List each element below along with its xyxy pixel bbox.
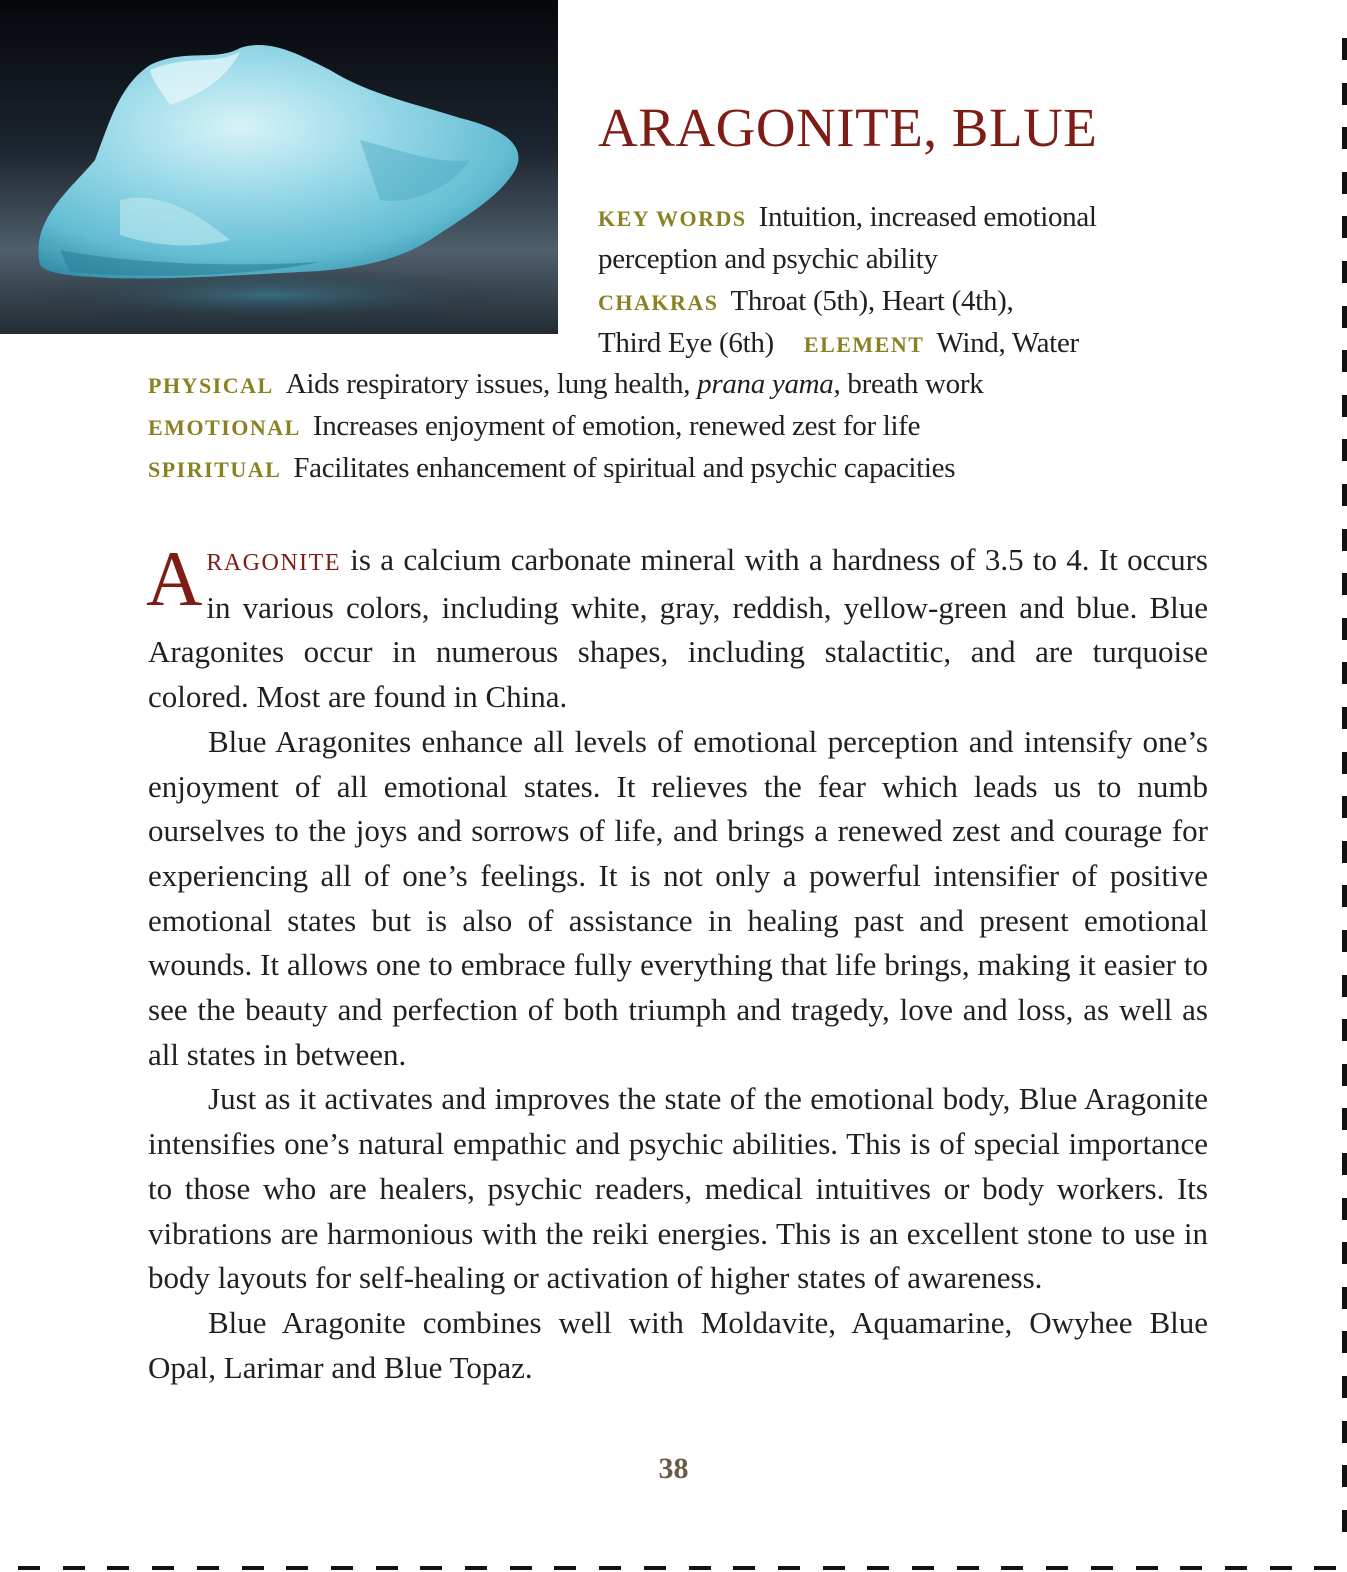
edge-tick [1342, 395, 1347, 417]
edge-tick [331, 1566, 353, 1570]
edge-tick [1342, 1064, 1347, 1086]
edge-tick [1342, 1510, 1347, 1532]
key-words-line [598, 196, 1097, 240]
spiritual-line [148, 447, 955, 491]
physical-label: PHYSICAL [148, 373, 274, 398]
spiritual-value: Facilitates enhancement of spiritual and psychic capacities [293, 452, 956, 484]
edge-tick [1342, 662, 1347, 684]
edge-tick [1270, 1566, 1292, 1570]
edge-tick [1136, 1566, 1158, 1570]
chakras-line [598, 280, 1013, 324]
edge-tick [867, 1566, 889, 1570]
edge-tick [1342, 707, 1347, 729]
edge-tick [1342, 975, 1347, 997]
edge-tick [1342, 529, 1347, 551]
edge-tick [465, 1566, 487, 1570]
edge-tick [1342, 261, 1347, 283]
edge-tick [1342, 1198, 1347, 1220]
edge-tick [1342, 350, 1347, 372]
edge-tick [689, 1566, 711, 1570]
key-words-line-2 [598, 238, 938, 280]
edge-tick [510, 1566, 532, 1570]
edge-tick [1342, 1331, 1347, 1353]
stone-photo [0, 0, 558, 334]
edge-tick [1342, 841, 1347, 863]
edge-tick [599, 1566, 621, 1570]
chakras-value-cont: Third Eye (6th) [598, 327, 774, 359]
edge-tick [1342, 127, 1347, 149]
bottom-edge-marks [0, 1564, 1347, 1572]
drop-cap: A [146, 535, 203, 622]
key-words-value: Intuition, increased emotional [758, 201, 1097, 233]
edge-tick [1314, 1566, 1336, 1570]
edge-tick [242, 1566, 264, 1570]
edge-tick [1342, 1108, 1347, 1130]
key-words-value-cont: perception and psychic ability [598, 243, 938, 275]
edge-tick [1342, 1287, 1347, 1309]
edge-tick [1342, 83, 1347, 105]
edge-tick [152, 1566, 174, 1570]
edge-tick [197, 1566, 219, 1570]
chakras-label: CHAKRAS [598, 290, 719, 315]
edge-tick [1342, 930, 1347, 952]
edge-tick [733, 1566, 755, 1570]
edge-tick [1342, 796, 1347, 818]
edge-tick [1342, 216, 1347, 238]
edge-tick [107, 1566, 129, 1570]
edge-tick [1225, 1566, 1247, 1570]
body-text [146, 535, 1208, 1390]
lead-word: RAGONITE [206, 550, 341, 576]
page-title: ARAGONITE, BLUE [598, 97, 1098, 158]
edge-tick [1342, 1465, 1347, 1487]
blue-aragonite-image [0, 0, 558, 334]
edge-tick [1180, 1566, 1202, 1570]
edge-tick [1342, 1153, 1347, 1175]
edge-tick [778, 1566, 800, 1570]
edge-tick [644, 1566, 666, 1570]
edge-tick [1001, 1566, 1023, 1570]
element-value: Wind, Water [936, 327, 1079, 359]
paragraph-3: Just as it activates and improves the state of the emotional body, Blue Aragonite intensifies one’s natural empathic and psychic abilities. This is of special importance to those who are healers, psychic readers, medical intuitives or body workers. Its vibrations are harmonious with the reiki energies. This is an excellent stone to use in body layouts for self-healing or activation of higher states of awareness. [148, 1081, 1208, 1296]
edge-tick [957, 1566, 979, 1570]
edge-tick [1342, 38, 1347, 60]
edge-tick [912, 1566, 934, 1570]
edge-tick [1091, 1566, 1113, 1570]
edge-tick [823, 1566, 845, 1570]
physical-value-a: Aids respiratory issues, lung health, [285, 368, 698, 400]
right-edge-marks [1341, 0, 1347, 1572]
edge-tick [1342, 172, 1347, 194]
edge-tick [1342, 439, 1347, 461]
edge-tick [1342, 752, 1347, 774]
edge-tick [18, 1566, 40, 1570]
edge-tick [420, 1566, 442, 1570]
emotional-value: Increases enjoyment of emotion, renewed zest for life [312, 410, 921, 442]
key-words-label: KEY WORDS [598, 206, 747, 231]
chakras-value: Throat (5th), Heart (4th), [730, 285, 1014, 317]
emotional-label: EMOTIONAL [148, 415, 301, 440]
physical-value-italic: prana yama [697, 368, 834, 400]
paragraph-1 [146, 535, 1208, 720]
chakras-element-line [598, 322, 1079, 366]
physical-line [148, 363, 983, 407]
element-label: ELEMENT [803, 332, 925, 357]
spiritual-label: SPIRITUAL [148, 457, 282, 482]
emotional-line [148, 405, 920, 449]
edge-tick [1342, 885, 1347, 907]
paragraph-4: Blue Aragonite combines well with Moldavite, Aquamarine, Owyhee Blue Opal, Larimar and Blue Topaz. [148, 1304, 1208, 1385]
edge-tick [1046, 1566, 1068, 1570]
physical-value-b: , breath work [833, 368, 984, 400]
edge-tick [1342, 618, 1347, 640]
edge-tick [1342, 1421, 1347, 1443]
edge-tick [1342, 1242, 1347, 1264]
edge-tick [554, 1566, 576, 1570]
paragraph-1-text: is a calcium carbonate mineral with a hardness of 3.5 to 4. It occurs in various colors, including white, gray, reddish, yellow-green and blue. Blue Aragonites occur in numerous shapes, including stalactitic, and are turquoise colored. Most are found in China. [148, 542, 1208, 715]
paragraph-2: Blue Aragonites enhance all levels of emotional perception and intensify one’s enjoyment of all emotional states. It relieves the fear which leads us to numb ourselves to the joys and sorrows of life, and brings a renewed zest and courage for experiencing all of one’s feelings. It is not only a powerful intensifier of positive emotional states but is also of assistance in healing past and present emotional wounds. It allows one to embrace fully everything that life brings, making it easier to see the beauty and perfection of both triumph and tragedy, love and loss, as well as all states in between. [148, 723, 1208, 1072]
edge-tick [376, 1566, 398, 1570]
edge-tick [1342, 306, 1347, 328]
edge-tick [286, 1566, 308, 1570]
page-number: 38 [658, 1452, 689, 1485]
edge-tick [63, 1566, 85, 1570]
edge-tick [1342, 1019, 1347, 1041]
edge-tick [1342, 1376, 1347, 1398]
edge-tick [1342, 484, 1347, 506]
edge-tick [1342, 573, 1347, 595]
